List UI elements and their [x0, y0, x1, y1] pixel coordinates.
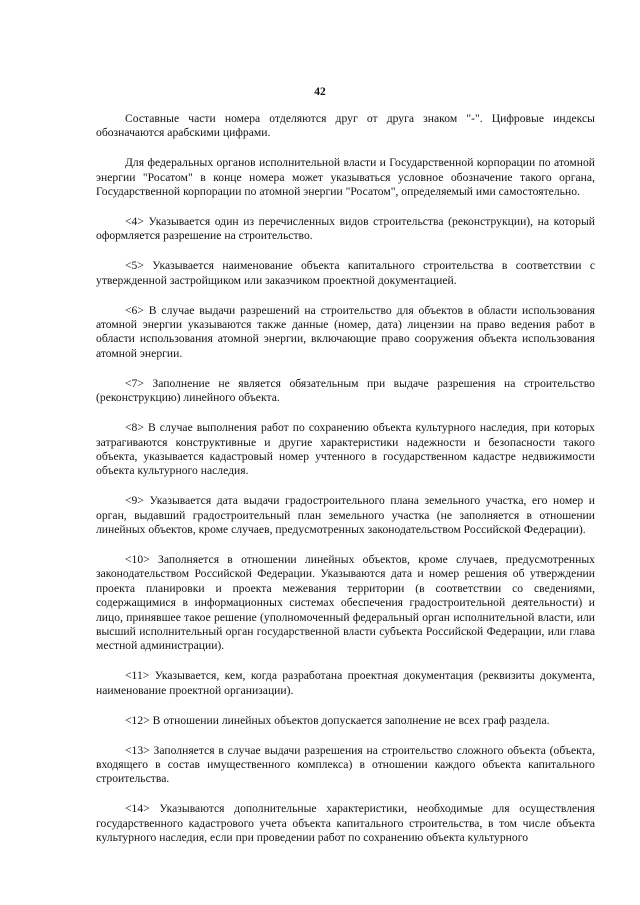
- paragraph-rosatom-designation: Для федеральных органов исполнительной власти и Государственной корпорации по атомной энергии "Росатом" в конце номера может указываться условное обозначение такого органа, Государственной корпорации по атомной энергии "Росатом", определяемый ими самостоятельно.: [96, 156, 595, 199]
- document-body: [96, 112, 595, 845]
- footnote-10: <10> Заполняется в отношении линейных объектов, кроме случаев, предусмотренных законодательством Российской Федерации. Указываются дата и номер решения об утверждении проекта планировки и проекта межевания территории (в соответствии со сведениями, содержащимися в информационных системах обеспечения градостроительной деятельности) и лицо, принявшее такое решение (уполномоченный федеральный орган исполнительной власти, или высший исполнительный орган государственной власти субъекта Российской Федерации, или глава местной администрации).: [96, 552, 595, 653]
- page-number: 42: [314, 86, 326, 98]
- footnote-6: <6> В случае выдачи разрешений на строительство для объектов в области использования атомной энергии указываются также данные (номер, дата) лицензии на право ведения работ в области использования атомной энергии, включающие право сооружения объекта использования атомной энергии.: [96, 303, 595, 360]
- footnote-13: <13> Заполняется в случае выдачи разрешения на строительство сложного объекта (объекта, входящего в состав имущественного комплекса) в отношении каждого объекта капитального строительства.: [96, 743, 595, 786]
- footnote-11: <11> Указывается, кем, когда разработана проектная документация (реквизиты документа, наименование проектной организации).: [96, 669, 595, 697]
- footnote-12: <12> В отношении линейных объектов допускается заполнение не всех граф раздела.: [125, 713, 550, 727]
- footnote-4: <4> Указывается один из перечисленных видов строительства (реконструкции), на который оформляется разрешение на строительство.: [96, 215, 595, 243]
- footnote-9: <9> Указывается дата выдачи градостроительного плана земельного участка, его номер и орган, выдавший градостроительный план земельного участка (не заполняется в отношении линейных объектов, кроме случаев, предусмотренных законодательством Российской Федерации).: [96, 494, 595, 537]
- footnote-14: <14> Указываются дополнительные характеристики, необходимые для осуществления государственного кадастрового учета объекта капитального строительства, в том числе объекта культурного наследия, если при проведении работ по сохранению объекта культурного: [96, 802, 595, 845]
- footnote-8: <8> В случае выполнения работ по сохранению объекта культурного наследия, при которых затрагиваются конструктивные и другие характеристики надежности и безопасности такого объекта, указывается кадастровый номер учтенного в государственном кадастре недвижимости объекта культурного наследия.: [96, 421, 595, 478]
- footnote-5: <5> Указывается наименование объекта капитального строительства в соответствии с утвержденной застройщиком или заказчиком проектной документацией.: [96, 259, 595, 287]
- paragraph-number-parts: Составные части номера отделяются друг от друга знаком "-". Цифровые индексы обозначаются арабскими цифрами.: [96, 112, 595, 140]
- footnote-7: <7> Заполнение не является обязательным при выдаче разрешения на строительство (реконструкцию) линейного объекта.: [96, 376, 595, 405]
